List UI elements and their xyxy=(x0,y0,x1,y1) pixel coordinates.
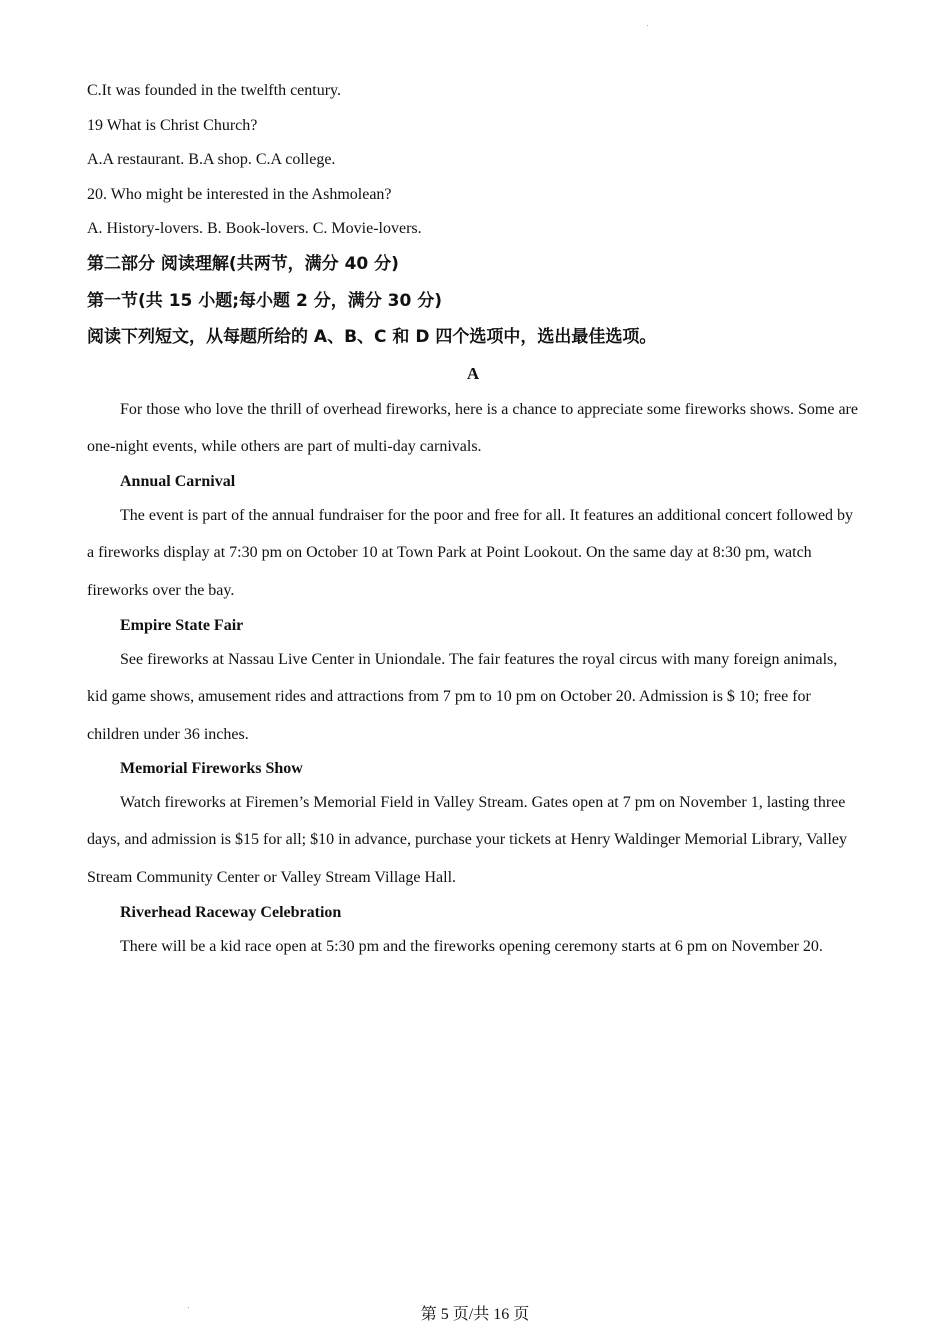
question-20-stem: 20. Who might be interested in the Ashmolean? xyxy=(87,186,392,203)
event-heading-empire-state-fair: Empire State Fair xyxy=(120,617,244,634)
event-text-riverhead-raceway: There will be a kid race open at 5:30 pm and the fireworks opening ceremony starts at 6 pm on November 20. xyxy=(120,938,823,955)
question-18-option-c: C.It was founded in the twelfth century. xyxy=(87,82,342,99)
question-19-options: A.A restaurant. B.A shop. C.A college. xyxy=(87,151,336,168)
event-text-empire-state-fair: See fireworks at Nassau Live Center in Uniondale. The fair features the royal circus with many foreign animals, kid game shows, amusement rides and attractions from 7 pm to 10 pm on October 20. Admission is $ 10; free for children under 36 inches. xyxy=(87,651,838,743)
event-text-memorial-fireworks: Watch fireworks at Firemen’s Memorial Field in Valley Stream. Gates open at 7 pm on November 1, lasting three days, and admission is $15 for all; $10 in advance, purchase your tickets at Henry Waldinger Memorial Library, Valley Stream Community Center or Valley Stream Village Hall. xyxy=(87,794,847,886)
event-text-annual-carnival: The event is part of the annual fundraiser for the poor and free for all. It features an additional concert followed by a fireworks display at 7:30 pm on October 10 at Town Park at Point Lookout. On the same day at 8:30 pm, watch fireworks over the bay. xyxy=(87,507,854,599)
question-20-options: A. History-lovers. B. Book-lovers. C. Movie-lovers. xyxy=(87,220,422,237)
event-heading-annual-carnival: Annual Carnival xyxy=(120,473,236,490)
passage-title: A xyxy=(466,364,480,383)
section-one-heading: 第一节(共 15 小题;每小题 2 分，满分 30 分) xyxy=(87,291,442,311)
question-19-stem: 19 What is Christ Church? xyxy=(87,117,258,134)
event-heading-memorial-fireworks: Memorial Fireworks Show xyxy=(120,760,303,777)
passage-intro: For those who love the thrill of overhead fireworks, here is a chance to appreciate some fireworks shows. Some are one-night events, while others are part of multi-day carnivals. xyxy=(87,401,858,456)
event-heading-riverhead-raceway: Riverhead Raceway Celebration xyxy=(120,904,342,921)
page-number-footer: 第 5 页/共 16 页 xyxy=(420,1306,530,1323)
scan-mark-top xyxy=(647,25,648,26)
reading-instruction: 阅读下列短文，从每题所给的 A、B、C 和 D 四个选项中，选出最佳选项。 xyxy=(87,327,657,347)
part-two-heading: 第二部分 阅读理解(共两节，满分 40 分) xyxy=(87,254,399,274)
